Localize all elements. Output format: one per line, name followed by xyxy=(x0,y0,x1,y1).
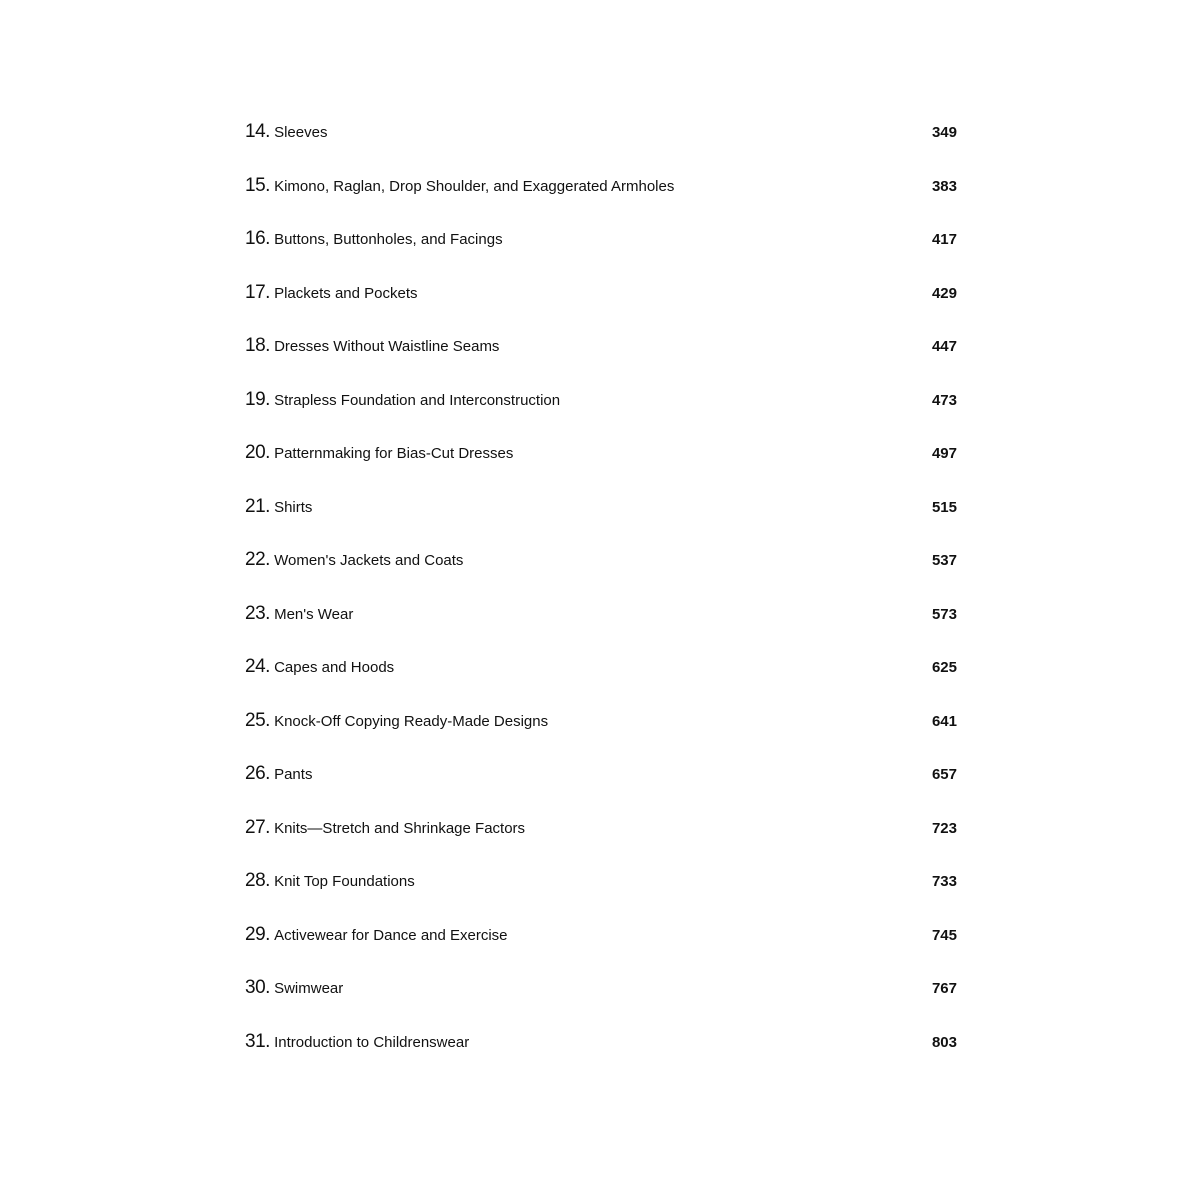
chapter-number: 27. xyxy=(245,816,270,838)
chapter-title: Plackets and Pockets xyxy=(269,284,418,302)
chapter-number: 31. xyxy=(245,1030,270,1052)
toc-entry-20[interactable] xyxy=(245,437,957,491)
page-number: 447 xyxy=(931,338,957,355)
page-number: 497 xyxy=(931,445,957,462)
chapter-title: Women's Jackets and Coats xyxy=(269,552,464,569)
toc-entry-24[interactable] xyxy=(245,651,957,705)
page-number: 723 xyxy=(931,819,957,837)
toc-entry-27[interactable] xyxy=(245,812,957,866)
chapter-number: 26. xyxy=(245,763,270,784)
toc-entry-16[interactable] xyxy=(245,223,957,277)
toc-entry-28[interactable] xyxy=(245,865,957,919)
chapter-title: Patternmaking for Bias-Cut Dresses xyxy=(269,445,514,462)
chapter-title: Swimwear xyxy=(269,980,344,997)
toc-entry-21[interactable] xyxy=(245,491,957,545)
page-number: 767 xyxy=(931,980,957,997)
toc-entry-17[interactable] xyxy=(245,277,957,331)
page-number: 733 xyxy=(931,873,957,890)
toc-entry-30[interactable] xyxy=(245,972,957,1026)
chapter-number: 14. xyxy=(245,121,270,142)
page-number: 537 xyxy=(931,552,957,569)
chapter-title: Knit Top Foundations xyxy=(269,873,415,890)
toc-entry-23[interactable] xyxy=(245,598,957,652)
chapter-number: 16. xyxy=(245,228,270,249)
page-number: 573 xyxy=(931,605,957,623)
toc-entry-18[interactable] xyxy=(245,330,957,384)
chapter-number: 15. xyxy=(245,174,270,196)
chapter-number: 25. xyxy=(245,709,270,731)
chapter-title: Knits—Stretch and Shrinkage Factors xyxy=(269,819,526,837)
chapter-number: 24. xyxy=(245,656,270,677)
chapter-title: Introduction to Childrenswear xyxy=(269,1033,470,1051)
toc-entry-19[interactable] xyxy=(245,384,957,438)
page-number: 473 xyxy=(931,391,957,409)
toc-entry-14[interactable] xyxy=(245,116,957,170)
chapter-number: 28. xyxy=(245,870,270,891)
chapter-title: Strapless Foundation and Interconstruction xyxy=(269,391,561,409)
page-number: 641 xyxy=(931,712,957,730)
chapter-number: 19. xyxy=(245,388,270,410)
toc-entry-22[interactable] xyxy=(245,544,957,598)
toc-entry-31[interactable] xyxy=(245,1026,957,1080)
page-number: 625 xyxy=(931,659,957,676)
page-number: 657 xyxy=(931,766,957,783)
table-of-contents xyxy=(245,116,957,1079)
chapter-title: Buttons, Buttonholes, and Facings xyxy=(269,231,503,248)
toc-entry-15[interactable] xyxy=(245,170,957,224)
chapter-number: 21. xyxy=(245,495,270,517)
chapter-number: 20. xyxy=(245,442,270,463)
page-number: 429 xyxy=(931,284,957,302)
chapter-number: 23. xyxy=(245,602,270,624)
toc-entry-29[interactable] xyxy=(245,919,957,973)
chapter-title: Shirts xyxy=(269,498,313,516)
chapter-number: 18. xyxy=(245,335,270,356)
page-number: 349 xyxy=(931,124,957,141)
page-number: 417 xyxy=(931,231,957,248)
chapter-title: Capes and Hoods xyxy=(269,659,395,676)
chapter-number: 17. xyxy=(245,281,270,303)
chapter-number: 30. xyxy=(245,977,270,998)
chapter-number: 22. xyxy=(245,549,270,570)
page-number: 803 xyxy=(931,1033,957,1051)
chapter-title: Activewear for Dance and Exercise xyxy=(269,926,508,944)
chapter-number: 29. xyxy=(245,923,270,945)
toc-entry-25[interactable] xyxy=(245,705,957,759)
chapter-title: Pants xyxy=(269,766,313,783)
chapter-title: Men's Wear xyxy=(269,605,354,623)
page-number: 515 xyxy=(931,498,957,516)
page-number: 383 xyxy=(931,177,957,195)
chapter-title: Knock-Off Copying Ready-Made Designs xyxy=(269,712,549,730)
toc-entry-26[interactable] xyxy=(245,758,957,812)
chapter-title: Dresses Without Waistline Seams xyxy=(269,338,500,355)
chapter-title: Kimono, Raglan, Drop Shoulder, and Exaggerated Armholes xyxy=(269,177,675,195)
page-number: 745 xyxy=(931,926,957,944)
chapter-title: Sleeves xyxy=(269,124,328,141)
